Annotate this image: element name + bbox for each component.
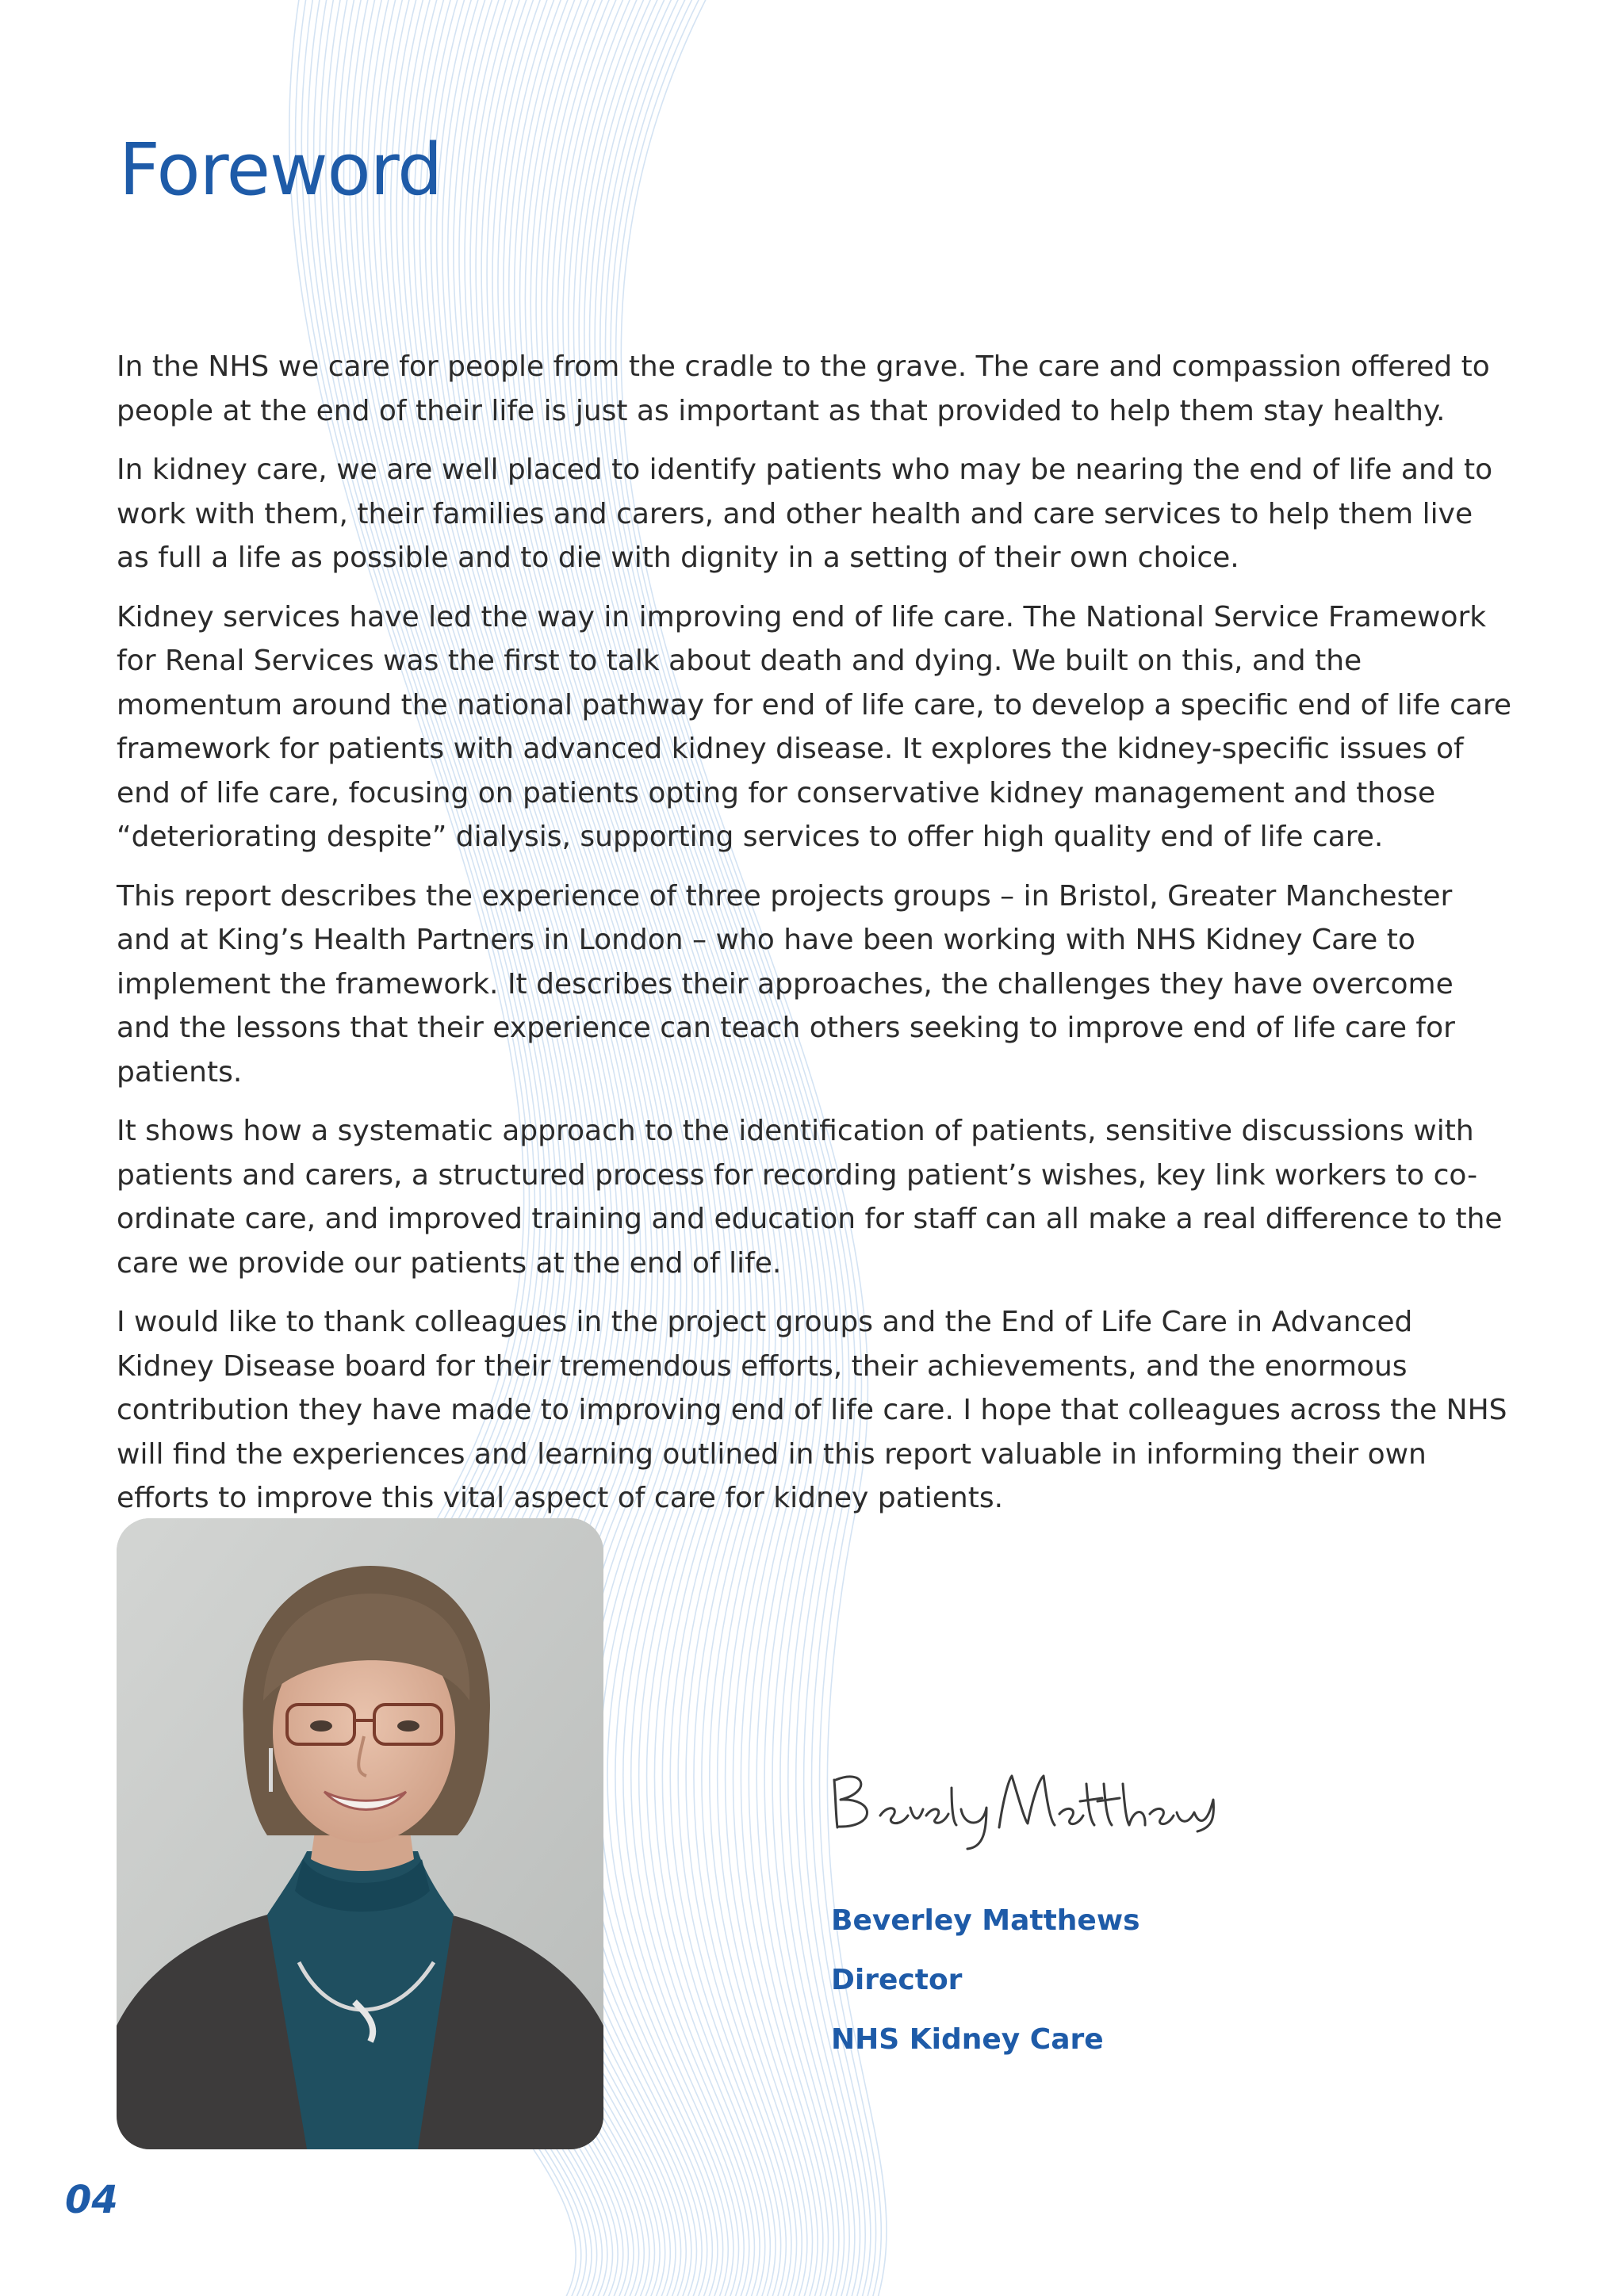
paragraph: Kidney services have led the way in improving end of life care. The National Service Framework for Renal Services was the first to talk about death and dying. We built on this, and the momentum around the national pathway for end of life care, to develop a specific end of life care framework for patients with advanced kidney disease. It explores the kidney-specific issues of end of life care, focusing on patients opting for conservative kidney management and those “deteriorating despite” dialysis, supporting services to offer high quality end of life care. xyxy=(117,600,1512,853)
signatory-organisation: NHS Kidney Care xyxy=(831,2023,1104,2056)
signatory-name: Beverley Matthews xyxy=(831,1904,1140,1937)
paragraph: I would like to thank colleagues in the project groups and the End of Life Care in Advanced Kidney Disease board for their tremendous efforts, their achievements, and the enormous contribution they have made to improving end of life care. I hope that colleagues across the NHS will find the experiences and learning outlined in this report valuable in informing their own efforts to improve this vital aspect of care for kidney patients. xyxy=(117,1306,1507,1514)
paragraph: This report describes the experience of three projects groups – in Bristol, Greater Manchester and at King’s Health Partners in London – who have been working with NHS Kidney Care to implement the framework. It describes their approaches, the challenges they have overcome and the lessons that their experience can teach others seeking to improve end of life care for patients. xyxy=(117,879,1455,1089)
signatory-role: Director xyxy=(831,1964,963,1996)
handwritten-signature xyxy=(825,1752,1221,1855)
portrait-photo xyxy=(117,1518,603,2149)
paragraph: It shows how a systematic approach to the identification of patients, sensitive discussions with patients and carers, a structured process for recording patient’s wishes, key link workers to co-ordinate care, and improved training and education for staff can all make a real difference to the care we provide our patients at the end of life. xyxy=(117,1115,1503,1280)
signatory-block xyxy=(831,1901,1140,2080)
paragraph: In kidney care, we are well placed to identify patients who may be nearing the end of life and to work with them, their families and carers, and other health and care services to help them live as full a life as possible and to die with dignity in a setting of their own choice. xyxy=(117,453,1493,574)
page-title: Foreword xyxy=(119,128,442,212)
page-number: 04 xyxy=(65,2178,118,2222)
body-text xyxy=(117,345,1512,1536)
paragraph: In the NHS we care for people from the cradle to the grave. The care and compassion offered to people at the end of their life is just as important as that provided to help them stay healthy. xyxy=(117,350,1490,427)
